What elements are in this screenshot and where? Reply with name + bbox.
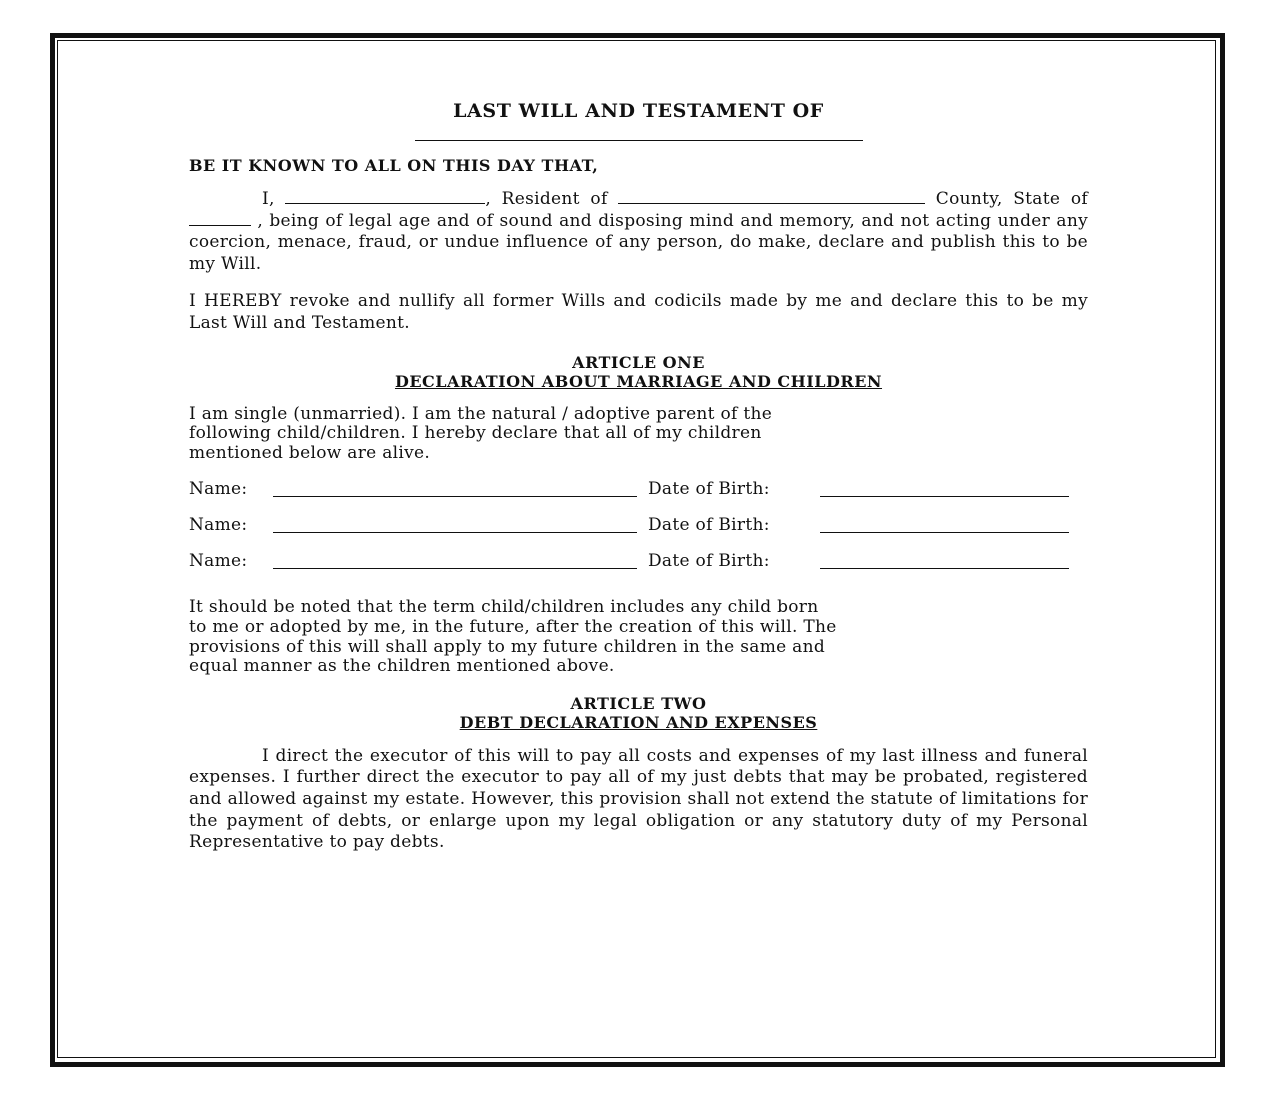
testator-blank[interactable] bbox=[285, 189, 485, 204]
child-dob-blank[interactable] bbox=[820, 568, 1069, 569]
article-one-intro bbox=[189, 405, 1088, 464]
testator-name-blank[interactable] bbox=[415, 140, 863, 141]
child-row bbox=[189, 551, 1088, 587]
article-one-intro-line2: following child/children. I hereby declare that all of my children bbox=[189, 423, 762, 444]
child-dob-blank[interactable] bbox=[820, 532, 1069, 533]
child-name-label: Name: bbox=[189, 551, 248, 572]
child-name-label: Name: bbox=[189, 479, 248, 500]
known-heading: BE IT KNOWN TO ALL ON THIS DAY THAT, bbox=[189, 156, 599, 175]
document-page bbox=[189, 98, 1088, 854]
intro-paragraph bbox=[189, 189, 1088, 275]
intro-rest: , being of legal age and of sound and disposing mind and memory, and not acting under any coercion, menace, fraud, or undue influence of any person, do make, declare and publish this to be my Will. bbox=[189, 210, 1088, 274]
children-list bbox=[189, 479, 1088, 587]
child-dob-label: Date of Birth: bbox=[648, 551, 770, 572]
article-one-header bbox=[189, 353, 1088, 391]
intro-county: County, bbox=[935, 189, 1003, 209]
child-row bbox=[189, 515, 1088, 551]
article-one-subheading: DECLARATION ABOUT MARRIAGE AND CHILDREN bbox=[394, 371, 883, 391]
article-two-body-text: I direct the executor of this will to pay all costs and expenses of my last illness and funeral expenses. I further direct the executor to pay all of my just debts that may be probated, registered and allowed against my estate. However, this provision shall not extend the statute of limitations for the payment of debts, or enlarge upon my legal obligation or any statutory duty of my Personal Representative to pay debts. bbox=[189, 745, 1088, 853]
intro-i-prefix: I, bbox=[262, 189, 275, 209]
article-one-note-line4: equal manner as the children mentioned above. bbox=[189, 656, 615, 677]
article-one-note-line1: It should be noted that the term child/children includes any child born bbox=[189, 597, 819, 618]
child-name-blank[interactable] bbox=[273, 532, 637, 533]
article-two-heading: ARTICLE TWO bbox=[570, 693, 707, 713]
state-blank[interactable] bbox=[189, 211, 251, 226]
article-two-body bbox=[189, 746, 1088, 854]
article-one-note-line2: to me or adopted by me, in the future, after the creation of this will. The bbox=[189, 616, 837, 637]
child-name-label: Name: bbox=[189, 515, 248, 536]
revoke-paragraph: I HEREBY revoke and nullify all former Wills and codicils made by me and declare this to be my Last Will and Testament. bbox=[189, 291, 1088, 333]
child-dob-label: Date of Birth: bbox=[648, 515, 770, 536]
child-dob-label: Date of Birth: bbox=[648, 479, 770, 500]
article-one-intro-line1: I am single (unmarried). I am the natural / adoptive parent of the bbox=[189, 403, 773, 424]
county-blank[interactable] bbox=[618, 189, 925, 204]
article-one-note-line3: provisions of this will shall apply to my future children in the same and bbox=[189, 636, 826, 657]
child-name-blank[interactable] bbox=[273, 496, 637, 497]
intro-state-of: State of bbox=[1013, 189, 1088, 209]
intro-resident-of: , Resident of bbox=[485, 189, 608, 209]
child-dob-blank[interactable] bbox=[820, 496, 1069, 497]
child-row bbox=[189, 479, 1088, 515]
article-one-intro-line3: mentioned below are alive. bbox=[189, 442, 431, 463]
article-two-header bbox=[189, 694, 1088, 732]
document-title: LAST WILL AND TESTAMENT OF bbox=[453, 100, 824, 122]
article-one-heading: ARTICLE ONE bbox=[572, 352, 705, 372]
article-two-subheading: DEBT DECLARATION AND EXPENSES bbox=[459, 712, 818, 732]
child-name-blank[interactable] bbox=[273, 568, 637, 569]
article-one-note bbox=[189, 598, 1088, 676]
